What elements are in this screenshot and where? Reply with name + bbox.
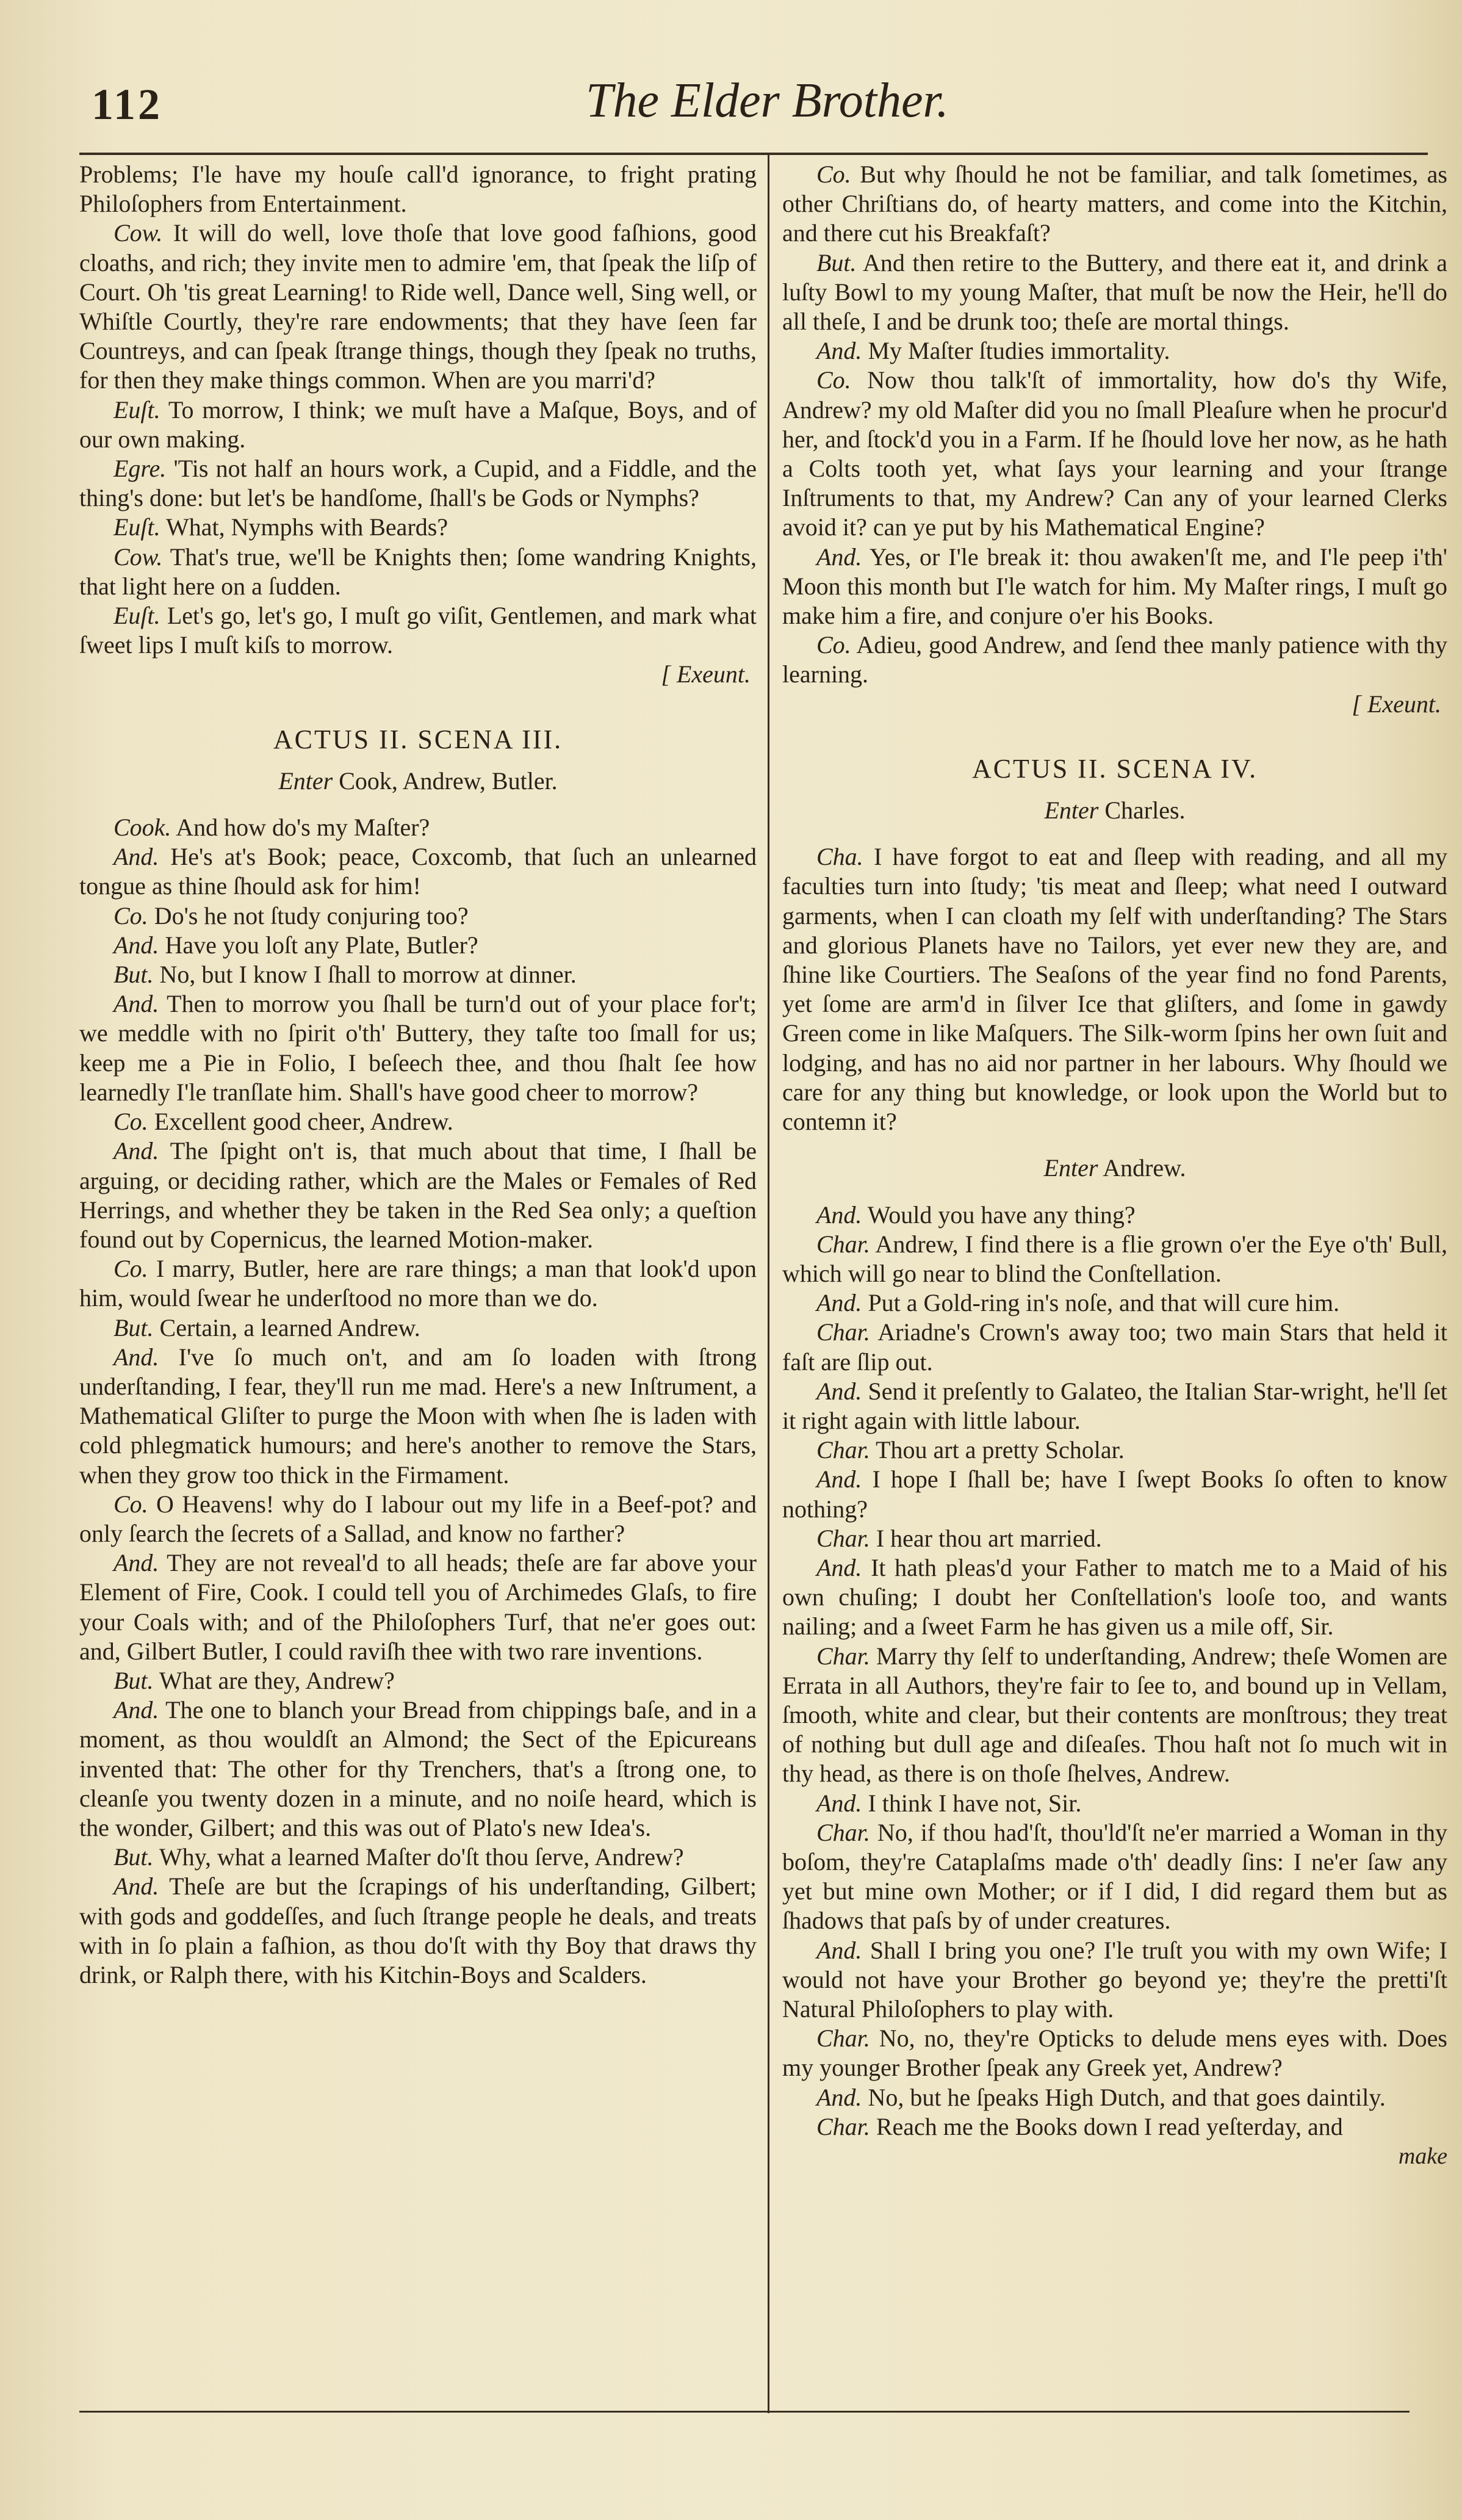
speech-text: Yes, or I'le break it: thou awaken'ſt me, and I'le peep i'th' Moon this month but I'le watch for him. My Maſter rings, I muſt go make him a fire, and conjure o'er his Books. (782, 543, 1447, 630)
speech-text: Shall I bring you one? I'le truſt you with my own Wife; I would not have your Brother go beyond ye; they're the pretti'ſt Natural Philoſophers to play with. (782, 1936, 1447, 2023)
speech-line (782, 2112, 1447, 2142)
speech-text: They are not reveal'd to all heads; theſe are far above your Element of Fire, Cook. I could tell you of Archimedes Glaſs, to fire your Coals with; and of the Philoſophers Turf, that ne'er goes out: and, Gilbert Butler, I could raviſh thee with two rare inventions. (79, 1549, 757, 1665)
speech-text: What are they, Andrew? (153, 1666, 395, 1694)
speaker-name: And. (816, 337, 862, 365)
speech-line (782, 2083, 1447, 2112)
speech-line (79, 601, 757, 660)
speech-line (782, 1553, 1447, 1642)
speaker-name: But. (113, 1666, 154, 1694)
speech-text: My Maſter ſtudies immortality. (862, 337, 1170, 365)
left-speeches-2 (79, 813, 757, 1990)
speaker-name: Euſt. (113, 513, 160, 541)
speech-text: I have forgot to eat and ſleep with reading, and all my faculties turn into ſtudy; 'tis meat and ſleep; what need I outward garments, when I can cloath my ſelf with underſtanding? The Stars and glorious Planets have no Tailors, yet ever new they are, and ſhine like Courtiers. The Seaſons of the year find no fond Parents, yet ſome are arm'd in ſilver Ice that gliſters, and ſome in gawdy Green come in like Maſquers. The Silk-worm ſpins her own ſuit and lodging, and has no aid nor partner in her labours. Why ſhould we care for any thing but knowledge, or look upon the World but to contemn it? (782, 843, 1447, 1136)
speech-line (79, 1313, 757, 1343)
speech-line (79, 160, 757, 218)
speech-text: Problems; I'le have my houſe call'd ignorance, to fright prating Philoſophers from Entertainment. (79, 161, 757, 218)
stage-direction-enter (782, 796, 1447, 825)
speech-line (79, 1107, 757, 1136)
left-column (79, 160, 757, 1990)
speaker-name: Char. (816, 1818, 870, 1846)
speech-text: He's at's Book; peace, Coxcomb, that ſuch an unlearned tongue as thine ſhould ask for him! (79, 843, 757, 900)
enter-word: Enter (1044, 796, 1099, 825)
stage-direction-enter (782, 1153, 1447, 1183)
speech-line (79, 960, 757, 989)
speech-line (782, 336, 1447, 366)
speech-text: And then retire to the Buttery, and there eat it, and drink a luſty Bowl to my young Maſter, that muſt be now the Heir, he'll do all theſe, I and be drunk too; theſe are mortal things. (782, 248, 1447, 336)
speech-line (782, 248, 1447, 337)
speech-text: 'Tis not half an hours work, a Cupid, and a Fiddle, and the thing's done: but let's be handſome, ſhall's be Gods or Nymphs? (79, 455, 757, 512)
speech-line (79, 1666, 757, 1695)
speaker-name: Char. (816, 1436, 870, 1464)
left-speeches-1 (79, 160, 757, 660)
speech-text: What, Nymphs with Beards? (160, 513, 448, 541)
speaker-name: And. (816, 1377, 862, 1405)
speech-line (79, 1695, 757, 1843)
speech-line (79, 1548, 757, 1666)
speaker-name: Char. (816, 1642, 870, 1670)
speaker-name: And. (113, 1696, 159, 1724)
speech-line (79, 1872, 757, 1990)
speech-text: Now thou talk'ſt of immortality, how do's thy Wife, Andrew? my old Maſter did you no ſmall Pleaſure when he procur'd her, and ſtock'd you in a Farm. If he ſhould love her now, as he hath a Colts tooth yet, what ſays your learning and your ſtrange Inſtruments to that, my Andrew? Can any of your learned Clerks avoid it? can ye put by his Mathematical Engine? (782, 366, 1447, 541)
speaker-name: But. (113, 1313, 154, 1341)
speech-text: Do's he not ſtudy conjuring too? (148, 901, 469, 930)
speaker-name: But. (113, 961, 154, 989)
speech-line (79, 543, 757, 601)
right-speeches-2 (782, 842, 1447, 1136)
speech-line (79, 513, 757, 542)
speech-line (79, 1136, 757, 1254)
speaker-name: Co. (113, 1490, 148, 1518)
speech-text: But why ſhould he not be familiar, and talk ſometimes, as other Chriſtians do, of hearty matters, and come into the Kitchin, and there cut his Breakfaſt? (782, 161, 1447, 247)
stage-direction-enter (79, 767, 757, 796)
speech-line (782, 1936, 1447, 2024)
speaker-name: Char. (816, 1230, 870, 1258)
speech-line (79, 842, 757, 901)
speech-line (782, 630, 1447, 689)
speaker-name: Co. (113, 1255, 148, 1283)
speech-text: Marry thy ſelf to underſtanding, Andrew; theſe Women are Errata in all Authors, they're fair to ſee to, and bound up in Vellam, ſmooth, white and clear, but their contents are monſtrous; they treat of nothing but dull age and diſeaſes. Thou haſt not ſo much wit in thy head, as there is on thoſe ſhelves, Andrew. (782, 1642, 1447, 1788)
speech-text: Put a Gold-ring in's noſe, and that will cure him. (862, 1289, 1340, 1317)
speech-line (782, 160, 1447, 248)
speech-text: Excellent good cheer, Andrew. (148, 1108, 453, 1136)
speech-text: To morrow, I think; we muſt have a Maſque, Boys, and of our own making. (79, 395, 757, 453)
speech-line (79, 454, 757, 513)
speech-line (79, 901, 757, 931)
speaker-name: And. (113, 990, 159, 1018)
scene-heading: ACTUS II. SCENA III. (273, 724, 563, 754)
speaker-name: Co. (113, 1108, 148, 1136)
speech-text: Have you loſt any Plate, Butler? (159, 931, 478, 959)
speaker-name: Cow. (113, 219, 163, 247)
exeunt-direction: [ Exeunt. (1352, 690, 1441, 718)
right-column (782, 160, 1447, 2171)
speaker-name: Co. (113, 901, 148, 930)
speech-line (79, 813, 757, 842)
speech-line (79, 395, 757, 454)
speech-text: It hath pleas'd your Father to match me to a Maid of his own chuſing; I doubt her Conſtellation's looſe too, and wants nailing; and a ſweet Farm he has given us a mile off, Sir. (782, 1553, 1447, 1641)
speech-line (79, 931, 757, 960)
enter-names: Charles. (1098, 796, 1186, 825)
speech-text: That's true, we'll be Knights then; ſome wandring Knights, that light here on a ſudden. (79, 543, 757, 600)
speech-line (782, 842, 1447, 1136)
speech-line (79, 1843, 757, 1872)
speech-text: I've ſo much on't, and am ſo loaden with ſtrong underſtanding, I fear, they'll run me mad. Here's a new Inſtrument, a Mathematical Gliſter to purge the Moon with when ſhe is laden with cold phlegmatick humours; and here's another to remove the Stars, when they grow too thick in the Firmament. (79, 1343, 757, 1489)
speech-line (782, 543, 1447, 631)
speech-text: No, but he ſpeaks High Dutch, and that goes daintily. (862, 2083, 1386, 2111)
speech-text: Reach me the Books down I read yeſterday, and (870, 2112, 1343, 2140)
speech-line (79, 1490, 757, 1548)
speech-text: Then to morrow you ſhall be turn'd out of your place for't; we meddle with no ſpirit o'th' Buttery, they taſte too ſmall for us; keep me a Pie in Folio, I beſeech thee, and thou ſhalt ſee how learnedly I'le tranſlate him. Shall's have good cheer to morrow? (79, 990, 757, 1106)
speech-text: Why, what a learned Maſter do'ſt thou ſerve, Andrew? (153, 1843, 684, 1871)
catchword: make (1398, 2143, 1447, 2169)
speaker-name: Co. (816, 161, 851, 188)
speaker-name: And. (816, 1553, 862, 1581)
speech-text: Adieu, good Andrew, and ſend thee manly patience with thy learning. (782, 631, 1447, 688)
enter-word: Enter (278, 767, 333, 795)
speech-line (782, 1524, 1447, 1553)
speaker-name: But. (113, 1843, 154, 1871)
speaker-name: Co. (816, 631, 851, 659)
speech-text: Let's go, let's go, I muſt go viſit, Gentlemen, and mark what ſweet lips I muſt kiſs to morrow. (79, 602, 757, 659)
speaker-name: And. (816, 1289, 862, 1317)
speaker-name: And. (816, 1200, 862, 1229)
speaker-name: Char. (816, 2112, 870, 2140)
speech-text: No, no, they're Opticks to delude mens eyes with. Does my younger Brother ſpeak any Greek yet, Andrew? (782, 2024, 1447, 2082)
speech-text: Andrew, I find there is a flie grown o'er the Eye o'th' Bull, which will go near to blind the Conſtellation. (782, 1230, 1447, 1287)
speech-text: And how do's my Maſter? (171, 814, 430, 842)
speech-text: The one to blanch your Bread from chippings baſe, and in a moment, as thou wouldſt an Almond; the Sect of the Epicureans invented that: The other for thy Trenchers, that's a ſtrong one, to cleanſe you twenty dozen in a minute, and no noiſe heard, which is the wonder, Gilbert; and this was out of Plato's new Idea's. (79, 1696, 757, 1841)
speaker-name: And. (816, 1936, 862, 1964)
speech-line (782, 1465, 1447, 1523)
speech-text: Thou art a pretty Scholar. (870, 1436, 1125, 1464)
scene-heading: ACTUS II. SCENA IV. (971, 753, 1258, 784)
speech-line (782, 1818, 1447, 1936)
speech-text: The ſpight on't is, that much about that time, I ſhall be arguing, or deciding rather, which are the Males or Females of Red Herrings, and whether they be taken in the Red Sea only; a queſtion found out by Copernicus, the learned Motion-maker. (79, 1137, 757, 1253)
speech-line (782, 1789, 1447, 1818)
speaker-name: Euſt. (113, 395, 160, 424)
speech-text: It will do well, love thoſe that love good faſhions, good cloaths, and rich; they invite men to admire 'em, that ſpeak the liſp of Court. Oh 'tis great Learning! to Ride well, Dance well, Sing well, or Whiſtle Courtly, they're rare endowments; that they have ſeen far Countreys, and can ſpeak ſtrange things, though they ſpeak no truths, for then they make things common. When are you marri'd? (79, 219, 757, 394)
speech-text: O Heavens! why do I labour out my life in a Beef-pot? and only ſearch the ſecrets of a Sallad, and know no farther? (79, 1490, 757, 1547)
speech-text: Certain, a learned Andrew. (153, 1313, 420, 1341)
speaker-name: Co. (816, 366, 851, 394)
speech-text: Theſe are but the ſcrapings of his underſtanding, Gilbert; with gods and goddeſſes, and ſuch ſtrange people he deals, and treats with in ſo plain a faſhion, as thou do'ſt with thy Boy that draws thy drink, or Ralph there, with his Kitchin-Boys and Scalders. (79, 1872, 757, 1988)
column-divider (768, 155, 769, 2413)
speech-line (782, 1288, 1447, 1318)
enter-names: Andrew. (1098, 1154, 1186, 1182)
enter-names: Cook, Andrew, Butler. (333, 767, 558, 795)
right-speeches-3 (782, 1200, 1447, 2142)
speech-line (79, 218, 757, 395)
enter-word: Enter (1043, 1154, 1098, 1182)
page-number: 112 (92, 80, 163, 129)
running-title: The Elder Brother. (586, 74, 949, 128)
speaker-name: Cow. (113, 543, 163, 571)
speech-text: Would you have any thing? (862, 1200, 1136, 1229)
speech-text: Ariadne's Crown's away too; two main Stars that held it faſt are ſlip out. (782, 1318, 1447, 1376)
exeunt-direction: [ Exeunt. (661, 660, 751, 688)
speech-line (79, 1254, 757, 1313)
speaker-name: Egre. (113, 455, 167, 483)
speaker-name: But. (816, 248, 857, 276)
speaker-name: And. (113, 1137, 159, 1165)
speaker-name: Euſt. (113, 602, 160, 630)
speech-line (782, 1318, 1447, 1376)
speech-line (79, 1343, 757, 1490)
speech-text: Send it preſently to Galateo, the Italian Star-wright, he'll ſet it right again with little labour. (782, 1377, 1447, 1434)
speaker-name: And. (816, 543, 862, 571)
speaker-name: And. (816, 2083, 862, 2111)
speaker-name: And. (816, 1789, 862, 1817)
speaker-name: Char. (816, 1318, 870, 1346)
speaker-name: And. (113, 1549, 159, 1577)
speaker-name: And. (113, 1343, 159, 1371)
speech-text: No, but I know I ſhall to morrow at dinner. (153, 961, 577, 989)
speaker-name: And. (816, 1465, 862, 1493)
speech-text: I hope I ſhall be; have I ſwept Books ſo often to know nothing? (782, 1465, 1447, 1523)
speech-text: I think I have not, Sir. (862, 1789, 1082, 1817)
speech-text: I marry, Butler, here are rare things; a man that look'd upon him, would ſwear he underſtood no more than we do. (79, 1255, 757, 1312)
bottom-rule (79, 2411, 1410, 2413)
speech-line (782, 366, 1447, 542)
speaker-name: Cook. (113, 814, 171, 842)
speaker-name: Cha. (816, 843, 863, 871)
page-header (79, 67, 1425, 140)
speaker-name: And. (113, 931, 159, 959)
speech-text: I hear thou art married. (870, 1524, 1102, 1552)
speech-line (782, 1377, 1447, 1435)
speaker-name: Char. (816, 1524, 870, 1552)
speech-line (782, 1230, 1447, 1288)
speech-line (782, 1435, 1447, 1465)
speaker-name: And. (113, 1872, 159, 1901)
speech-line (782, 1200, 1447, 1230)
speech-line (79, 989, 757, 1107)
speech-line (782, 2024, 1447, 2082)
speaker-name: And. (113, 843, 159, 871)
speech-text: No, if thou had'ſt, thou'ld'ſt ne'er married a Woman in thy boſom, they're Cataplaſms made o'th' deadly ſins: I ne'er ſaw any yet but mine own Mother; or if I did, I did regard them but as ſhadows that paſs by of under creatures. (782, 1818, 1447, 1935)
right-speeches-1 (782, 160, 1447, 690)
speech-line (782, 1642, 1447, 1789)
top-rule (79, 153, 1428, 155)
speaker-name: Char. (816, 2024, 870, 2052)
